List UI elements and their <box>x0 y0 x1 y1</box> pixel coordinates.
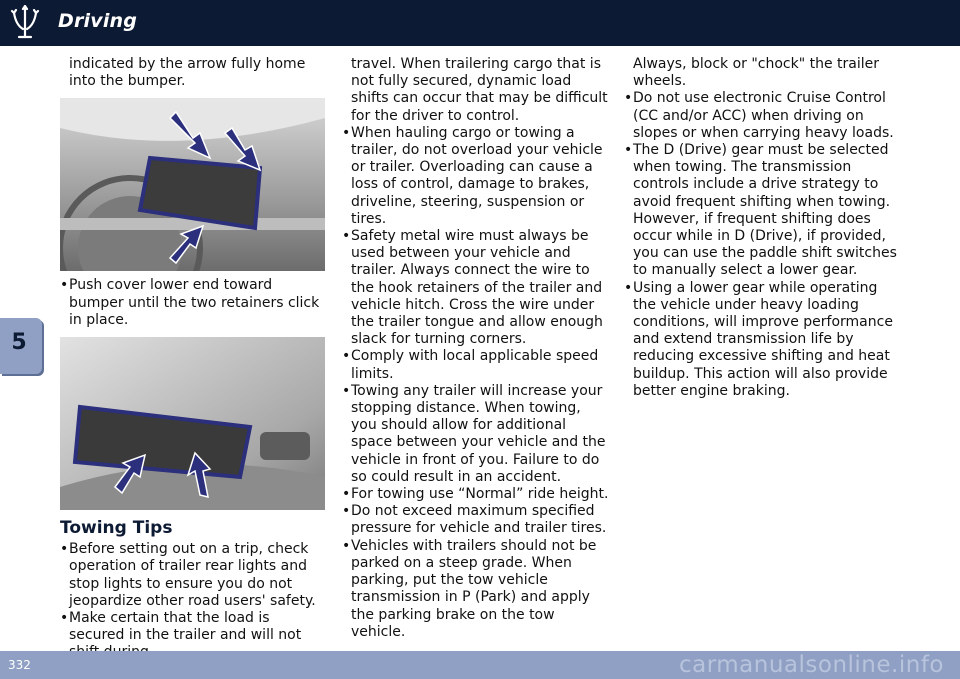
bullet-push-cover: • Push cover lower end toward bumper until the two retainers click in place. <box>60 277 328 329</box>
maserati-trident-logo-icon <box>8 5 42 41</box>
list-item: • Make certain that the load is secured in the trailer and will not <box>60 610 328 662</box>
list-item: • When hauling cargo or towing a trailer, do not overload your vehicle or trailer. Overloading can cause a loss of control, damage to brakes, driveline, steering, suspension or tires. <box>342 125 610 228</box>
towing-tips-list-col2 <box>342 125 610 641</box>
intro-text: indicated by the arrow fully home into the bumper. <box>69 56 306 90</box>
cover-bullet-list <box>60 277 328 329</box>
section-title-towing-tips: Towing Tips <box>60 518 173 539</box>
column-2 <box>342 56 610 641</box>
chapter-tab[interactable] <box>0 318 42 374</box>
page-number: 332 <box>8 658 31 672</box>
list-item: • Safety metal wire must always be used between your vehicle and trailer. Always connect the wire to the hook retainers of the trailer and vehicle hitch. Cross the wire under the trailer tongue and allow enough slack for turning corners. <box>342 228 610 348</box>
column-1 <box>60 56 328 662</box>
bumper-cover-install-illustration-icon <box>60 337 325 510</box>
list-item: • Do not use electronic Cruise Control (CC and/or ACC) when driving on slopes or when carrying heavy loads. <box>624 90 898 142</box>
list-item: • For towing use “Normal” ride height. <box>342 486 610 503</box>
list-item: • Before setting out on a trip, check operation of trailer rear lights and stop lights to ensure you do not jeopardize other road users' safety. <box>60 541 328 610</box>
towing-tips-list-col3 <box>624 90 898 400</box>
list-item: • Towing any trailer will increase your stopping distance. When towing, you should allow for additional space between your vehicle and the vehicle in front of you. Failure to do so could result in an accident. <box>342 383 610 486</box>
continued-text: Always, block or "chock" the trailer wheels. <box>633 56 880 90</box>
list-item: • Using a lower gear while operating the vehicle under heavy loading conditions, will improve performance and extend transmission life by reducing excessive shifting and heat buildup. This action will also provide better engine braking. <box>624 280 898 400</box>
column-3 <box>624 56 898 400</box>
list-item: • The D (Drive) gear must be selected when towing. The transmission controls include a drive strategy to avoid frequent shifting when towing. However, if frequent shifting does occur while in D (Drive), if provided, you can use the paddle shift switches to manually select a lower gear. <box>624 142 898 280</box>
list-item: • Comply with local applicable speed limits. <box>342 348 610 382</box>
page-footer <box>0 651 960 679</box>
list-item: • Vehicles with trailers should not be parked on a steep grade. When parking, put the tow vehicle transmission in P (Park) and apply the parking brake on the tow vehicle. <box>342 538 610 641</box>
watermark: carmanualsonline.info <box>678 652 944 678</box>
towing-tips-list-col1 <box>60 541 328 661</box>
page-header <box>0 0 960 46</box>
chapter-number: 5 <box>11 330 27 355</box>
bumper-cover-removal-illustration-icon <box>60 98 325 271</box>
continued-text: travel. When trailering cargo that is not fully secured, dynamic load shifts can occur that may be difficult for the driver to control. <box>351 56 608 124</box>
page-title: Driving <box>58 10 138 32</box>
list-item: • Do not exceed maximum specified pressure for vehicle and trailer tires. <box>342 503 610 537</box>
